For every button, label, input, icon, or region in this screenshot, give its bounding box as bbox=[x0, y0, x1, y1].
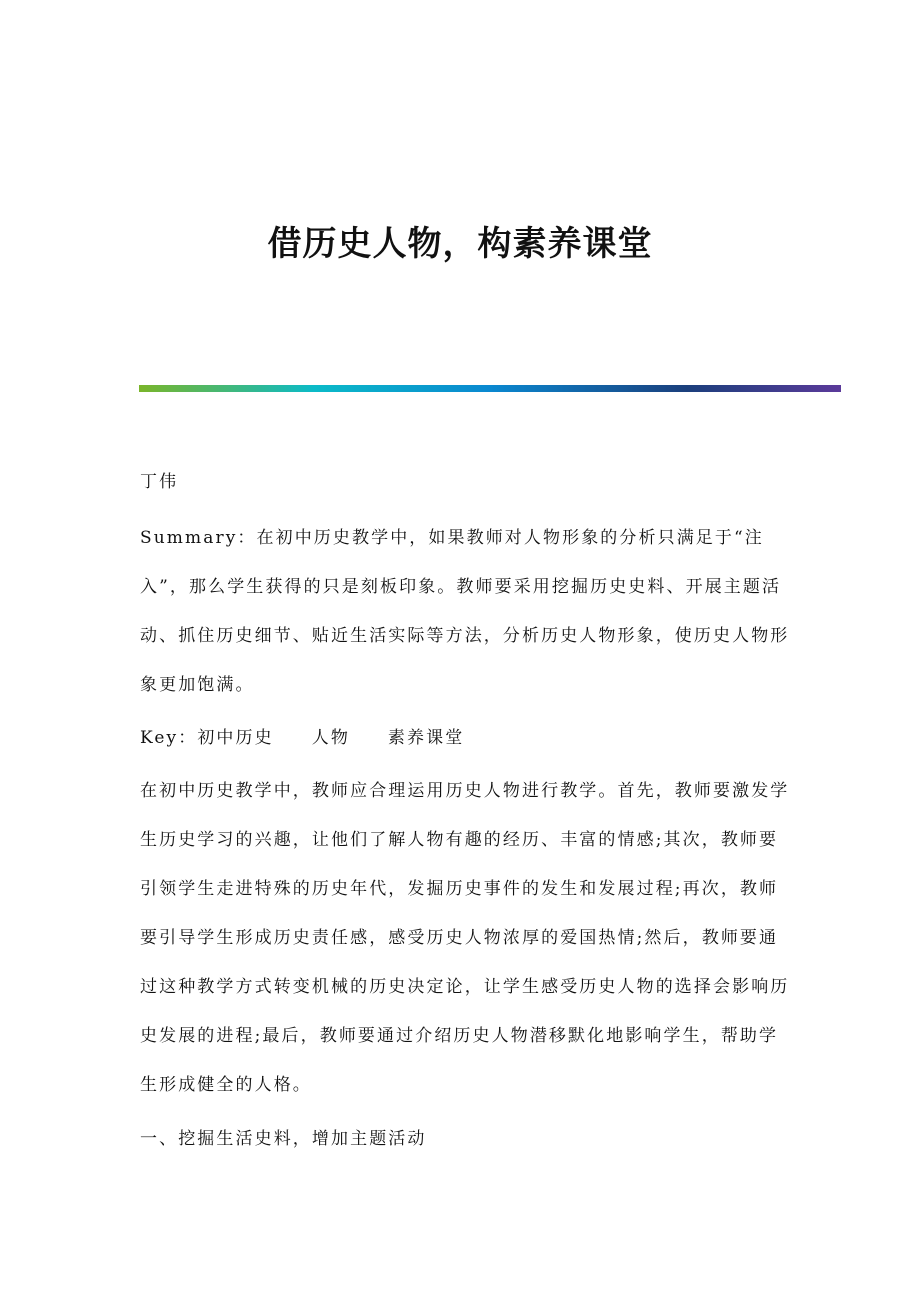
gradient-divider bbox=[139, 385, 841, 392]
keyword: 人物 bbox=[311, 728, 350, 748]
document-title: 借历史人物，构素养课堂 bbox=[267, 224, 653, 264]
keyword: 初中历史 bbox=[197, 728, 274, 748]
key-label: Key： bbox=[140, 728, 198, 748]
section-heading: 一、挖掘生活史料，增加主题活动 bbox=[140, 1129, 427, 1149]
keyword: 素养课堂 bbox=[387, 728, 465, 748]
summary: Summary：在初中历史教学中，如果教师对人物形象的分析只满足于“注入”，那么学生获得的只是刻板印象。教师要采用挖掘历史史料、开展主题活动、抓住历史细节、贴近生活实际等方法，分析历史人物形象，使历史人物形象更加饱满。 bbox=[140, 528, 790, 695]
author: 丁伟 bbox=[140, 472, 179, 492]
body-paragraph: 在初中历史教学中，教师应合理运用历史人物进行教学。首先，教师要激发学生历史学习的兴趣，让他们了解人物有趣的经历、丰富的情感;其次，教师要引领学生走进特殊的历史年代，发掘历史事件的发生和发展过程;再次，教师要引导学生形成历史责任感，感受历史人物浓厚的爱国热情;然后，教师要通过这种教学方式转变机械的历史决定论，让学生感受历史人物的选择会影响历史发展的进程;最后，教师要通过介绍历史人物潜移默化地影响学生，帮助学生形成健全的人格。 bbox=[140, 781, 790, 1095]
keywords bbox=[140, 714, 790, 763]
